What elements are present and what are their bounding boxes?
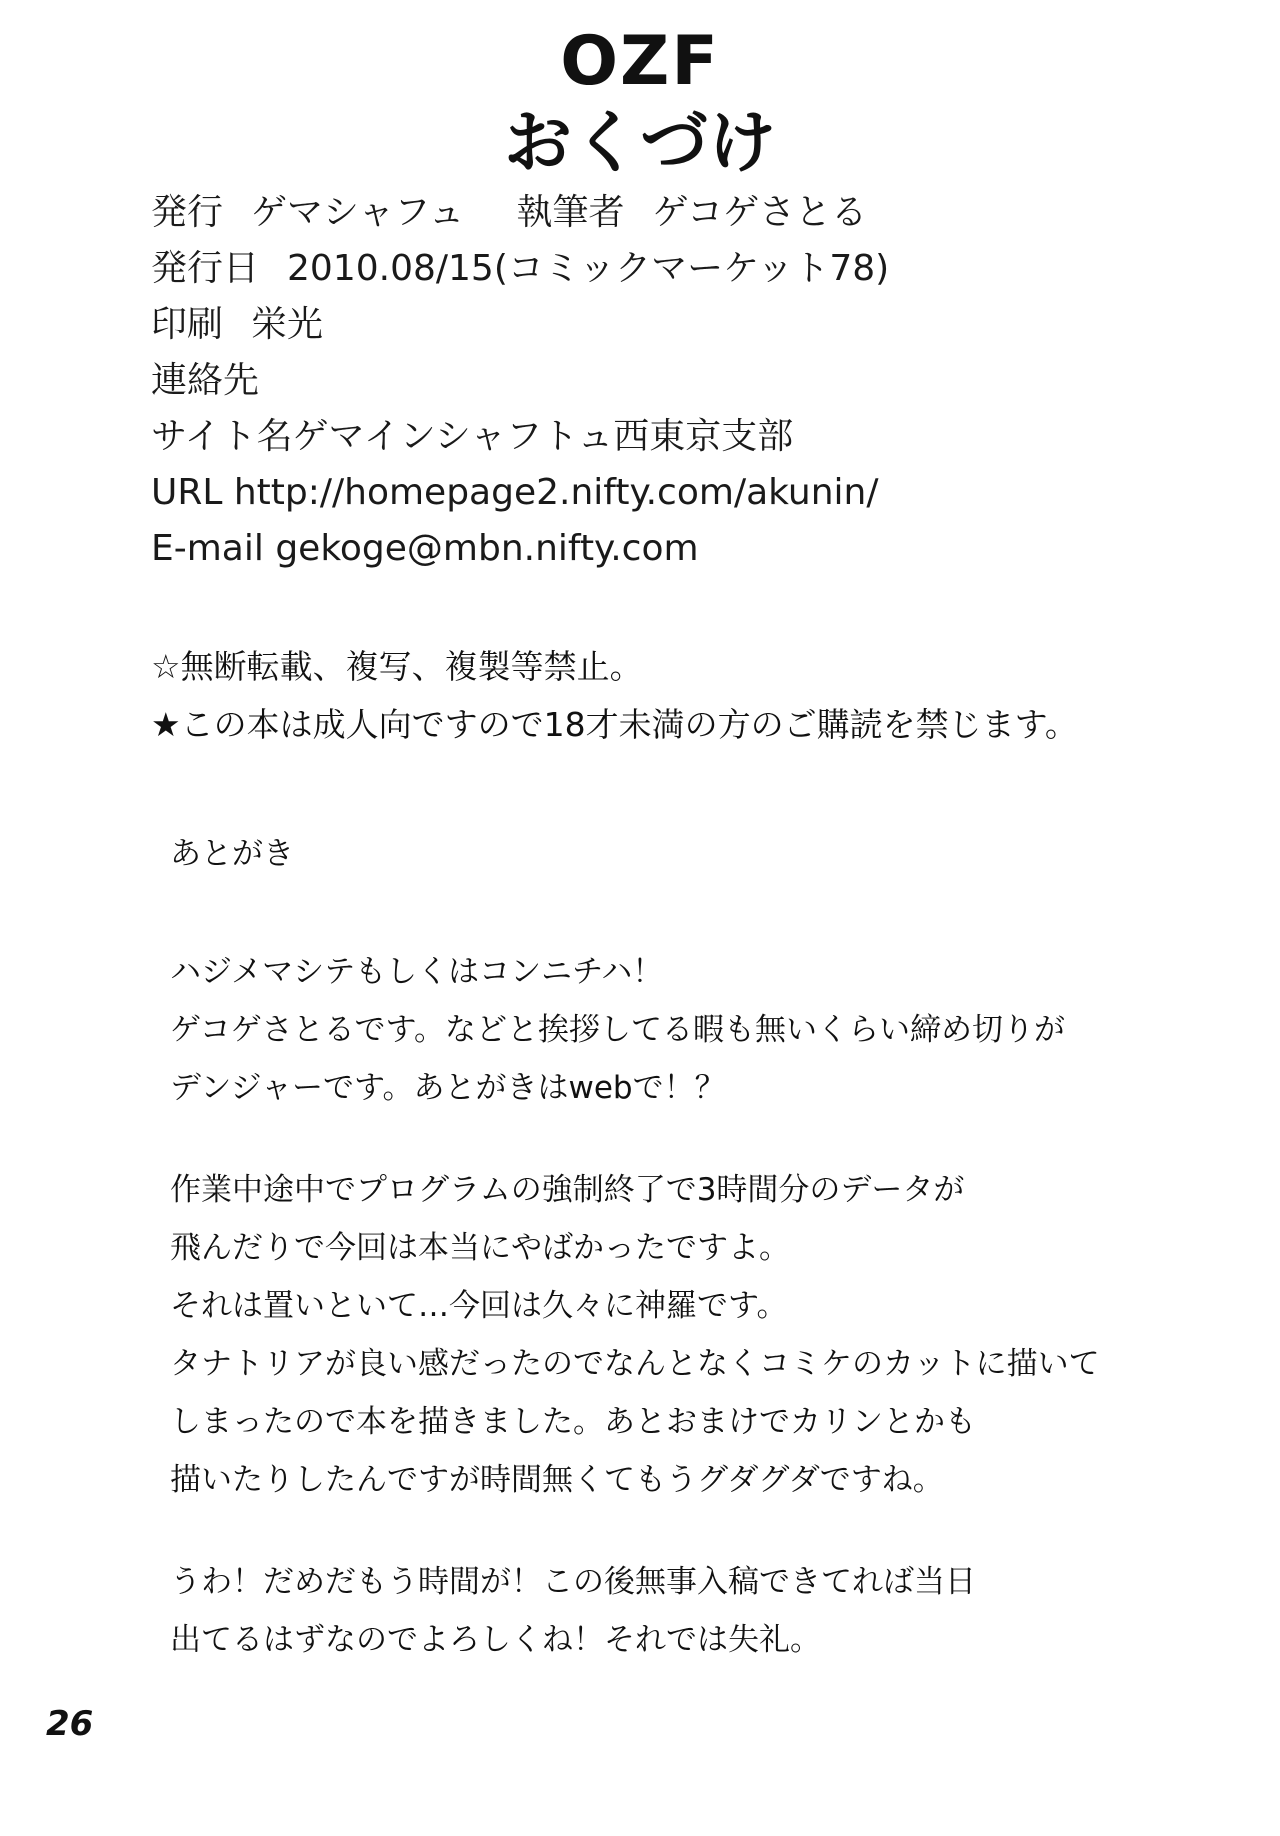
printer-label: 印刷 bbox=[151, 304, 224, 345]
afterword-line: うわ！だめだもう時間が！この後無事入稿できてれば当日 bbox=[170, 1564, 976, 1600]
afterword bbox=[170, 825, 1220, 1713]
author-value: ゲコゲさとる bbox=[652, 192, 868, 233]
afterword-paragraph bbox=[170, 1161, 1220, 1509]
afterword-line: ゲコゲさとるです。などと挨拶してる暇も無いくらい締め切りが bbox=[170, 1012, 1065, 1048]
afterword-line: タナトリアが良い感だったのでなんとなくコミケのカットに描いて bbox=[170, 1346, 1100, 1382]
contact-label: 連絡先 bbox=[151, 360, 260, 401]
printer-value: 栄光 bbox=[251, 304, 324, 345]
afterword-heading: あとがき bbox=[170, 836, 294, 872]
date-label: 発行日 bbox=[151, 248, 260, 289]
afterword-line: 出てるはずなのでよろしくね！それでは失礼。 bbox=[170, 1622, 821, 1658]
date-value: 2010.08/15(コミックマーケット78) bbox=[287, 248, 890, 289]
publisher-line bbox=[151, 185, 1231, 241]
afterword-paragraph bbox=[170, 1553, 1220, 1669]
afterword-paragraph bbox=[170, 943, 1220, 1117]
afterword-line: デンジャーです。あとがきはwebで！？ bbox=[170, 1070, 726, 1106]
afterword-line: ハジメマシテもしくはコンニチハ！ bbox=[170, 954, 664, 990]
adult-only-notice: ★この本は成人向ですので18才未満の方のご購読を禁じます。 bbox=[151, 705, 1078, 744]
afterword-line: しまったので本を描きました。あとおまけでカリンとかも bbox=[170, 1404, 976, 1440]
author-label: 執筆者 bbox=[516, 192, 625, 233]
publisher-value: ゲマシャフュ bbox=[251, 192, 465, 233]
colophon bbox=[151, 185, 1231, 577]
publisher-label: 発行 bbox=[151, 192, 224, 233]
copy-prohibited-notice: ☆無断転載、複写、複製等禁止。 bbox=[151, 647, 643, 686]
url-line: URL http://homepage2.nifty.com/akunin/ bbox=[151, 472, 879, 513]
date-line bbox=[151, 241, 1231, 297]
afterword-line: 飛んだりで今回は本当にやばかったですよ。 bbox=[170, 1230, 790, 1266]
page-number: 26 bbox=[46, 1704, 94, 1744]
title-sub: おくづけ bbox=[503, 104, 776, 183]
afterword-line: それは置いといて…今回は久々に神羅です。 bbox=[170, 1288, 788, 1324]
afterword-line: 作業中途中でプログラムの強制終了で3時間分のデータが bbox=[170, 1172, 965, 1208]
afterword-line: 描いたりしたんですが時間無くてもうグダグダですね。 bbox=[170, 1462, 944, 1498]
notices bbox=[151, 638, 1231, 754]
email-line: E-mail gekoge@mbn.nifty.com bbox=[151, 528, 699, 569]
site-name: サイト名ゲマインシャフトュ西東京支部 bbox=[151, 416, 794, 457]
title-main: OZF bbox=[560, 22, 720, 101]
printer-line bbox=[151, 297, 1231, 353]
